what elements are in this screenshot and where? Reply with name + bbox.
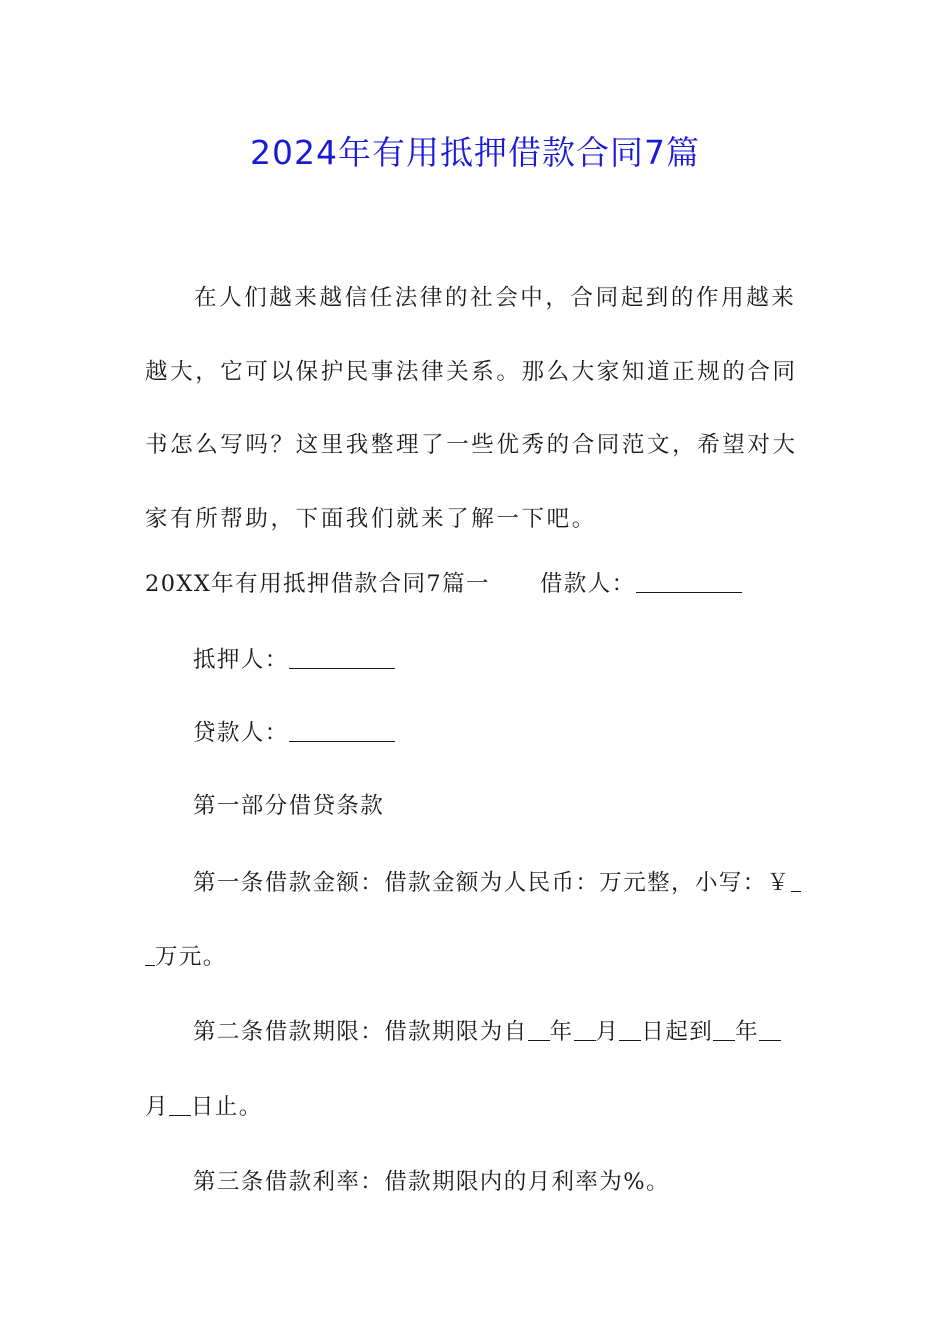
mortgagor-label: 抵押人： — [193, 647, 289, 673]
article2-line2 — [145, 1087, 810, 1127]
section-heading: 20XX年有用抵押借款合同7篇一 — [145, 571, 490, 597]
article2-line1 — [193, 1012, 810, 1052]
borrower-blank — [636, 568, 742, 593]
document-title: 2024年有用抵押借款合同7篇 — [250, 133, 700, 172]
article2-end-label: 日止。 — [190, 1094, 263, 1120]
article1-blank-b — [145, 941, 155, 966]
article2-text: 第二条借款期限：借款期限为自 — [193, 1019, 528, 1045]
lender-blank — [289, 717, 395, 742]
article3-line: 第三条借款利率：借款期限内的月利率为%。 — [193, 1169, 670, 1195]
article1-line1 — [193, 863, 810, 903]
article1-text: 第一条借款金额：借款金额为人民币：万元整，小写：￥ — [193, 870, 791, 896]
section-heading-line — [145, 564, 810, 604]
mortgagor-line — [193, 640, 810, 680]
article2-blank-month2 — [759, 1016, 781, 1041]
article2-blank-day2 — [169, 1091, 191, 1116]
lender-label: 贷款人： — [193, 720, 289, 746]
article2-year-label: 年 — [549, 1019, 574, 1045]
article2-month2-label: 月 — [145, 1094, 169, 1120]
article2-month-label: 月 — [595, 1019, 620, 1045]
article1-unit: 万元。 — [155, 944, 227, 970]
article2-blank-year — [528, 1016, 550, 1041]
article2-blank-day — [619, 1016, 641, 1041]
borrower-label: 借款人： — [539, 571, 636, 597]
article1-line2 — [145, 937, 810, 977]
lender-line — [193, 713, 810, 753]
article2-day-label: 日起到 — [641, 1019, 714, 1045]
intro-paragraph: 在人们越来越信任法律的社会中，合同起到的作用越来越大，它可以保护民事法律关系。那么大家知道正规的合同书怎么写吗？这里我整理了一些优秀的合同范文，希望对大家有所帮助，下面我们就来了解一下吧。 — [145, 285, 798, 532]
article2-blank-month — [574, 1016, 596, 1041]
mortgagor-blank — [289, 644, 395, 669]
article2-blank-year2 — [713, 1016, 735, 1041]
article2-year2-label: 年 — [735, 1019, 760, 1045]
article1-blank-a — [791, 867, 801, 892]
part-one-heading: 第一部分借贷条款 — [193, 793, 385, 819]
